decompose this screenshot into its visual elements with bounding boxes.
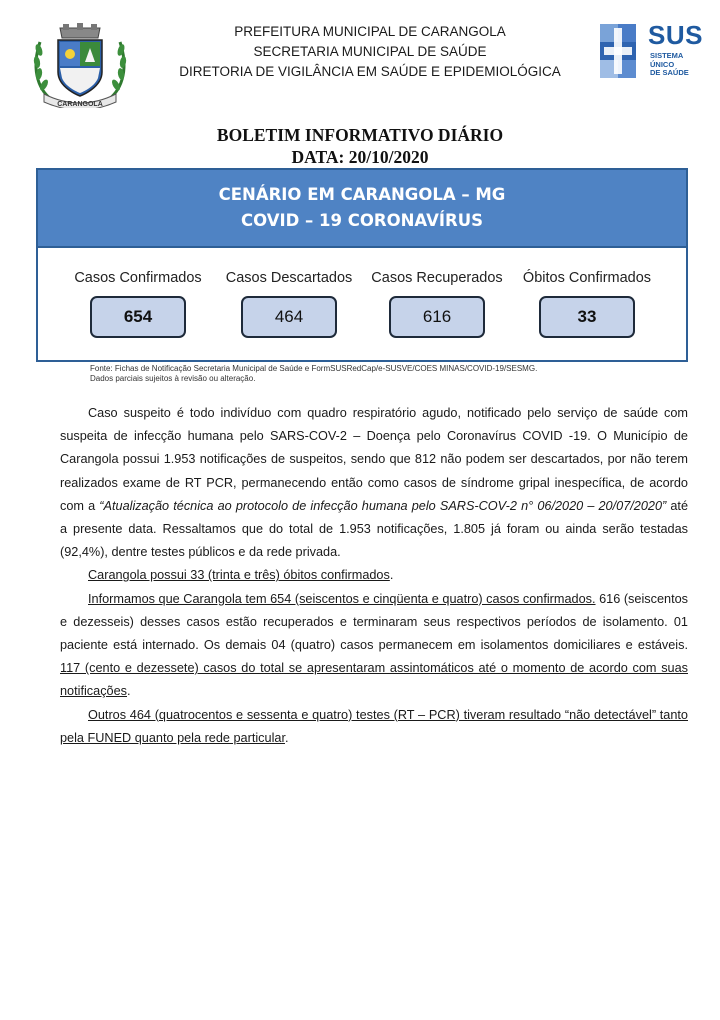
paragraph-confirmed [60, 588, 688, 704]
paragraph-text: até a presente data. Ressaltamos que do total de 1.953 notificações, 1.805 já foram ou ainda serão testadas (92,4%), dentre testes públicos e da rede privada. [60, 498, 689, 560]
header-line-3: DIRETORIA DE VIGILÂNCIA EM SAÚDE E EPIDEMIOLÓGICA [179, 64, 561, 79]
stat-discarded [218, 270, 360, 338]
panel-title-line-2: COVID – 19 CORONAVÍRUS [241, 211, 483, 230]
discarded-statement: Outros 464 (quatrocentos e sessenta e quatro) testes (RT – PCR) tiveram resultado “não detectável” tanto pela FUNED quanto pela rede particular [60, 707, 688, 745]
municipal-crest-icon [30, 22, 130, 108]
stat-deaths [514, 270, 660, 338]
crest-banner-text: CARANGOLA [57, 101, 103, 108]
paragraph-text: . [284, 730, 289, 745]
paragraph-text: . [127, 684, 131, 699]
stat-value: 654 [90, 296, 186, 338]
asymptomatic-statement: 117 (cento e dezessete) casos do total se apresentaram assintomáticos até o momento de acordo com suas notificações [60, 661, 688, 699]
paragraph-deaths [60, 564, 688, 587]
stat-label: Casos Recuperados [371, 270, 503, 286]
stat-label: Óbitos Confirmados [522, 270, 652, 286]
stat-label: Casos Confirmados [74, 270, 202, 286]
sus-wordmark: SUS [648, 20, 703, 50]
paragraph-discarded [60, 704, 688, 750]
sus-sub-line: DE SAÚDE [650, 68, 689, 77]
bulletin-title [0, 124, 720, 168]
panel-header [38, 170, 686, 248]
source-note [90, 364, 670, 384]
stat-value: 33 [539, 296, 635, 338]
covid-scenario-panel [36, 168, 688, 362]
stat-confirmed [68, 270, 208, 338]
paragraph-text: . [389, 568, 394, 583]
protocol-citation: “Atualização técnica ao protocolo de infecção humana pelo SARS-COV-2 n° 06/2020 – 20/07/2020” [99, 498, 667, 513]
bulletin-body [60, 402, 688, 750]
stat-value: 464 [241, 296, 337, 338]
stat-value: 616 [389, 296, 485, 338]
paragraph-text: Caso suspeito é todo indivíduo com quadro respiratório agudo, notificado pelo serviço de saúde com suspeita de infecção humana pelo SARS-COV-2 – Doença pelo Coronavírus COVID -19. O Município de Carangola possui 1.953 notificações de suspeitos, sendo que 812 não podem ser descartados, por não terem realizados exame de RT PCR, permanecendo então como casos de síndrome gripal inespecífica, de acordo com a [60, 406, 688, 513]
header-text [150, 22, 590, 82]
confirmed-statement: Informamos que Carangola tem 654 (seiscentos e cinqüenta e quatro) casos confirmados. [88, 591, 596, 606]
deaths-statement: Carangola possui 33 (trinta e três) óbitos confirmados [88, 568, 390, 583]
stat-recovered [366, 270, 508, 338]
panel-title-line-1: CENÁRIO EM CARANGOLA – MG [218, 185, 506, 204]
source-line-1: Fonte: Fichas de Notificação Secretaria Municipal de Saúde e FormSUSRedCap/e-SUSVE/COES MINAS/COVID-19/SESMG. [90, 364, 538, 373]
sus-sub-line: ÚNICO [650, 59, 675, 69]
sus-subtitle [650, 52, 702, 78]
sus-sub-line: SISTEMA [650, 51, 684, 60]
paragraph-suspected [60, 402, 688, 564]
source-line-2: Dados parciais sujeitos à revisão ou alteração. [90, 374, 256, 383]
bulletin-date: DATA: 20/10/2020 [291, 147, 429, 167]
header-line-2: SECRETARIA MUNICIPAL DE SAÚDE [253, 44, 487, 59]
header-line-1: PREFEITURA MUNICIPAL DE CARANGOLA [234, 24, 506, 39]
stat-label: Casos Descartados [225, 270, 353, 286]
paragraph-text: 616 (seiscentos e dezesseis) desses casos estão recuperados e terminaram seus respectivos períodos de isolamento. 01 paciente está internado. Os demais 04 (quatro) casos permanecem em isolamentos domiciliares e estáveis. [60, 591, 689, 653]
bulletin-title-text: BOLETIM INFORMATIVO DIÁRIO [216, 125, 504, 145]
